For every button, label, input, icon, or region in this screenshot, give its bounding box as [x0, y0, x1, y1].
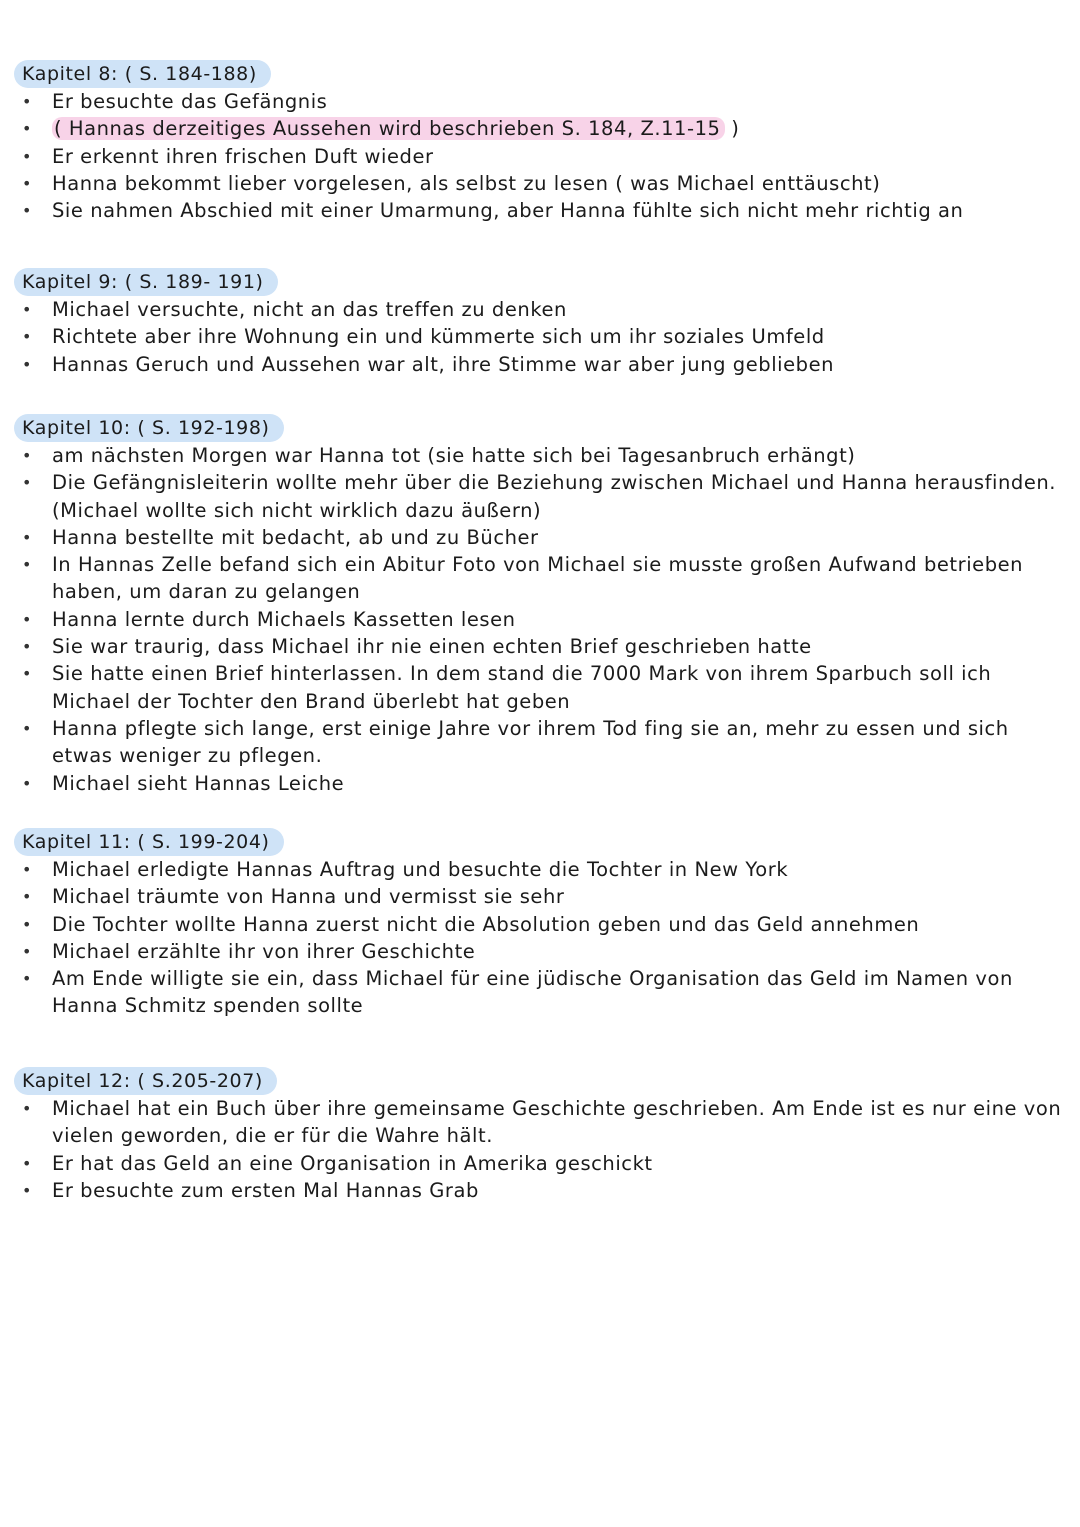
list-item: • Am Ende willigte sie ein, dass Michael für eine jüdische Organisation das Geld im Namen von Hanna Schmitz spenden sollte	[14, 965, 1064, 1020]
list-item: • Die Gefängnisleiterin wollte mehr über die Beziehung zwischen Michael und Hanna herausfinden. (Michael wollte sich nicht wirklich dazu äußern)	[14, 469, 1064, 524]
bullet-list	[14, 442, 1064, 797]
highlighted-note: ( Hannas derzeitiges Aussehen wird beschrieben S. 184, Z.11-15	[52, 117, 725, 140]
list-item: • Michael erzählte ihr von ihrer Geschichte	[14, 938, 1064, 965]
bullet-list	[14, 296, 1064, 378]
list-item: • Michael hat ein Buch über ihre gemeinsame Geschichte geschrieben. Am Ende ist es nur eine von vielen geworden, die er für die Wahre hält.	[14, 1095, 1064, 1150]
bullet-list	[14, 1095, 1064, 1204]
list-item: • Michael versuchte, nicht an das treffen zu denken	[14, 296, 1064, 323]
list-item: • Er besuchte zum ersten Mal Hannas Grab	[14, 1177, 1064, 1204]
chapter-heading: Kapitel 9: ( S. 189- 191)	[14, 268, 278, 296]
list-item: • Hanna bekommt lieber vorgelesen, als selbst zu lesen ( was Michael enttäuscht)	[14, 170, 1064, 197]
note-close-paren: )	[724, 117, 740, 141]
list-item: • Sie war traurig, dass Michael ihr nie einen echten Brief geschrieben hatte	[14, 633, 1064, 660]
list-item: • Hanna lernte durch Michaels Kassetten lesen	[14, 606, 1064, 633]
list-item: • In Hannas Zelle befand sich ein Abitur Foto von Michael sie musste großen Aufwand betrieben haben, um daran zu gelangen	[14, 551, 1064, 606]
list-item: • Die Tochter wollte Hanna zuerst nicht die Absolution geben und das Geld annehmen	[14, 911, 1064, 938]
chapter-heading: Kapitel 8: ( S. 184-188)	[14, 60, 271, 88]
list-item: • Er erkennt ihren frischen Duft wieder	[14, 143, 1064, 170]
list-item: • Hannas Geruch und Aussehen war alt, ihre Stimme war aber jung geblieben	[14, 351, 1064, 378]
chapter-heading: Kapitel 11: ( S. 199-204)	[14, 828, 284, 856]
chapter-11	[14, 828, 1064, 1020]
chapter-10	[14, 414, 1064, 797]
list-item: • Hanna bestellte mit bedacht, ab und zu Bücher	[14, 524, 1064, 551]
list-item: • Michael träumte von Hanna und vermisst sie sehr	[14, 883, 1064, 910]
chapter-heading: Kapitel 10: ( S. 192-198)	[14, 414, 284, 442]
list-item: • Hanna pflegte sich lange, erst einige Jahre vor ihrem Tod fing sie an, mehr zu essen und sich etwas weniger zu pflegen.	[14, 715, 1064, 770]
chapter-12	[14, 1067, 1064, 1204]
chapter-heading: Kapitel 12: ( S.205-207)	[14, 1067, 277, 1095]
chapter-8	[14, 60, 1064, 224]
list-item: • am nächsten Morgen war Hanna tot (sie hatte sich bei Tagesanbruch erhängt)	[14, 442, 1064, 469]
list-item: • Sie hatte einen Brief hinterlassen. In dem stand die 7000 Mark von ihrem Sparbuch soll ich Michael der Tochter den Brand überlebt hat geben	[14, 660, 1064, 715]
list-item: • Richtete aber ihre Wohnung ein und kümmerte sich um ihr soziales Umfeld	[14, 323, 1064, 350]
bullet-list	[14, 856, 1064, 1020]
list-item	[14, 115, 1064, 142]
list-item: • Er hat das Geld an eine Organisation in Amerika geschickt	[14, 1150, 1064, 1177]
list-item: • Michael sieht Hannas Leiche	[14, 770, 1064, 797]
chapter-9	[14, 268, 1064, 378]
list-item: • Sie nahmen Abschied mit einer Umarmung, aber Hanna fühlte sich nicht mehr richtig an	[14, 197, 1064, 224]
bullet-list	[14, 88, 1064, 224]
list-item: • Michael erledigte Hannas Auftrag und besuchte die Tochter in New York	[14, 856, 1064, 883]
list-item: • Er besuchte das Gefängnis	[14, 88, 1064, 115]
